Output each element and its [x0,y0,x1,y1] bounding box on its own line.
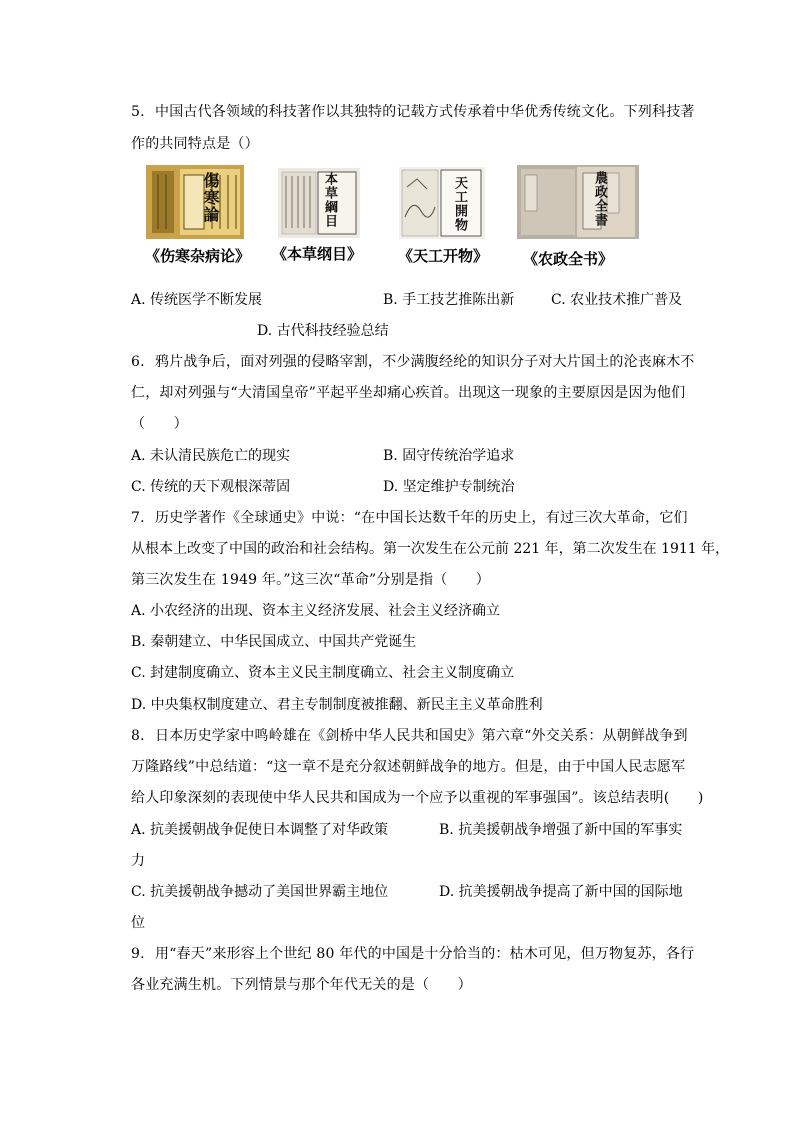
q7-option-c: C. 封建制度确立、资本主义民主制度确立、社会主义制度确立 [131,665,515,681]
q6-option-c: C. 传统的天下观根深蒂固 [131,479,291,495]
q6-number: 6. [131,354,145,370]
q6-option-d: D. 坚定维护专制统治 [383,479,515,495]
q6-option-a: A. 未认清民族危亡的现实 [131,448,291,464]
book-nongzheng-cover-text: 農政全書 [592,171,607,227]
q7-number: 7. [131,510,145,526]
q6-line2: 仁，却对列强与“大清国皇帝”平起平坐却痛心疾首。出现这一现象的主要原因是因为他们 [131,385,686,401]
q8-option-a: A. 抗美援朝战争促使日本调整了对华政策 [131,822,389,838]
q8-option-d-cont: 位 [131,915,145,931]
q8-option-b-cont: 力 [131,853,145,869]
q9-line2: 各业充满生机。下列情景与那个年代无关的是（ ） [131,977,472,993]
book-caption-bencao: 《本草纲目》 [272,245,363,263]
q9-number: 9. [131,946,145,962]
q5-option-c: C. 农业技术推广普及 [551,292,683,308]
q7-option-b: B. 秦朝建立、中华民国成立、中国共产党诞生 [131,634,417,650]
book-nongzheng-image [517,165,639,239]
book-shanghan-cover-text: 傷寒論 [201,172,220,223]
q8-option-c: C. 抗美援朝战争撼动了美国世界霸主地位 [131,884,389,900]
q7-line1: 7. 历史学著作《全球通史》中说：“在中国长达数千年的历史上，有过三次大革命，它们 [131,510,688,526]
book-tiangong-cover-text: 天工開物 [452,176,467,232]
book-tiangong-image [399,167,485,239]
q8-number: 8. [131,728,145,744]
q5-option-a: A. 传统医学不断发展 [131,292,263,308]
q5-line2: 作的共同特点是（） [131,136,259,152]
book-bencao-cover-text: 本草綱目 [322,172,337,228]
q5-number: 5. [131,104,145,120]
q8-line3: 给人印象深刻的表现使中华人民共和国成为一个应予以重视的军事强国”。该总结表明( ) [131,790,704,806]
q6-line3: （ ） [131,416,188,432]
book-shanghan-image [146,165,244,239]
q7-option-a: A. 小农经济的出现、资本主义经济发展、社会主义经济确立 [131,603,501,619]
q6-line1: 6. 鸦片战争后，面对列强的侵略宰割，不少满腹经纶的知识分子对大片国土的沦丧麻木不 [131,354,695,370]
q8-option-b: B. 抗美援朝战争增强了新中国的军事实 [439,822,683,838]
q5-option-d: D. 古代科技经验总结 [257,323,389,339]
book-caption-nongzheng: 《农政全书》 [523,250,614,268]
q5-line1: 5. 中国古代各领域的科技著作以其独特的记载方式传承着中华优秀传统文化。下列科技著 [131,104,695,120]
q8-line1: 8. 日本历史学家中鸣岭雄在《剑桥中华人民共和国史》第六章“外交关系：从朝鲜战争到 [131,728,688,744]
book-caption-shanghan: 《伤寒杂病论》 [145,247,251,265]
book-caption-tiangong: 《天工开物》 [398,247,489,265]
q7-line3: 第三次发生在 1949 年。”这三次“革命”分别是指（ ） [131,572,490,588]
q8-line2: 万隆路线”中总结道：“这一章不是充分叙述朝鲜战争的地方。但是，由于中国人民志愿军 [131,759,686,775]
q6-option-b: B. 固守传统治学追求 [383,448,515,464]
q5-option-b: B. 手工技艺推陈出新 [383,292,515,308]
q7-line2: 从根本上改变了中国的政治和社会结构。第一次发生在公元前 221 年，第二次发生在 1911 年， [131,541,730,557]
q9-line1: 9. 用“春天”来形容上个世纪 80 年代的中国是十分恰当的：枯木可见，但万物复苏，各行 [131,946,695,962]
book-bencao-image [278,168,360,238]
q7-option-d: D. 中央集权制度建立、君主专制制度被推翻、新民主主义革命胜利 [131,697,543,713]
q8-option-d: D. 抗美援朝战争提高了新中国的国际地 [439,884,683,900]
